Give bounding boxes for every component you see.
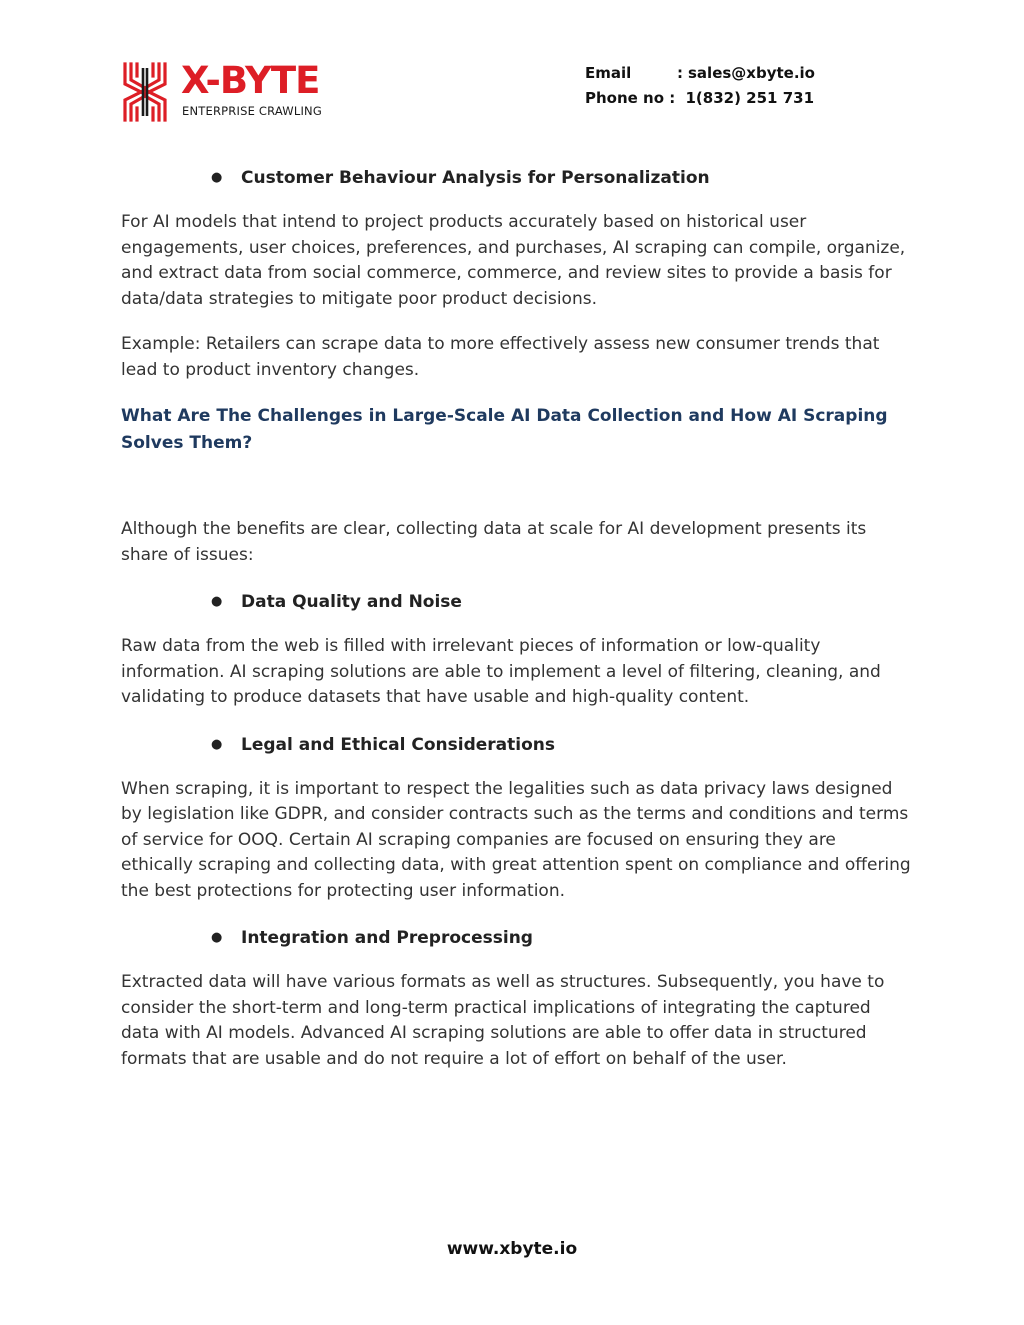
x-byte-logo-icon <box>121 60 169 124</box>
bullet-heading-integration <box>121 924 911 952</box>
bullet-heading-data-quality <box>121 588 911 616</box>
bullet-heading-text: Customer Behaviour Analysis for Personalization <box>241 168 710 188</box>
paragraph-data-quality: Raw data from the web is filled with irrelevant pieces of information or low-quality information. AI scraping solutions are able to implement a level of filtering, cleaning, and validating to produce datasets that have usable and high-quality content. <box>121 636 881 707</box>
paragraph-legal-ethical: When scraping, it is important to respect the legalities such as data privacy laws designed by legislation like GDPR, and consider contracts such as the terms and conditions and terms of service for OOQ. Certain AI scraping companies are focused on ensuring they are ethically scraping and collecting data, with great attention spent on compliance and offering the best protections for protecting user information. <box>121 778 911 901</box>
phone-value[interactable]: 1(832) 251 731 <box>685 89 815 107</box>
email-separator: : <box>677 64 683 82</box>
paragraph-integration: Extracted data will have various formats as well as structures. Subsequently, you have to consider the short-term and long-term practical implications of integrating the captured data with AI models. Advanced AI scraping solutions are able to offer data in structured formats that are usable and do not require a lot of effort on behalf of the user. <box>121 972 885 1069</box>
email-row <box>585 61 815 86</box>
bullet-dot-icon: ● <box>211 930 223 945</box>
paragraph-challenges-intro: Although the benefits are clear, collecting data at scale for AI development presents its share of issues: <box>121 519 867 565</box>
paragraph-customer-behaviour: For AI models that intend to project products accurately based on historical user engagements, user choices, preferences, and purchases, AI scraping can compile, organize, and extract data from social commerce, commerce, and review sites to provide a basis for data/data strategies to mitigate poor product decisions. <box>121 212 906 309</box>
bullet-heading-legal-ethical <box>121 731 911 759</box>
company-logo <box>121 60 361 124</box>
document-body <box>121 164 911 1092</box>
email-value[interactable]: sales@xbyte.io <box>688 64 815 82</box>
bullet-heading-text: Legal and Ethical Considerations <box>241 734 555 755</box>
footer-website-link[interactable]: www.xbyte.io <box>446 1239 578 1259</box>
phone-label: Phone no <box>585 89 665 107</box>
section-heading-challenges: What Are The Challenges in Large-Scale AI Data Collection and How AI Scraping Solves Them? <box>121 406 888 453</box>
logo-tagline: ENTERPRISE CRAWLING <box>182 104 322 118</box>
bullet-heading-text: Integration and Preprocessing <box>241 928 533 948</box>
bullet-dot-icon: ● <box>211 170 223 185</box>
bullet-dot-icon: ● <box>211 594 223 609</box>
logo-wordmark: X-BYTE <box>181 59 320 102</box>
email-label: Email <box>585 64 632 82</box>
phone-row <box>585 86 815 111</box>
bullet-heading-customer-behaviour <box>121 164 911 192</box>
phone-separator: : <box>664 89 681 107</box>
paragraph-example: Example: Retailers can scrape data to more effectively assess new consumer trends that lead to product inventory changes. <box>121 334 880 380</box>
contact-info <box>585 61 815 111</box>
bullet-dot-icon: ● <box>211 736 223 752</box>
bullet-heading-text: Data Quality and Noise <box>241 592 462 612</box>
